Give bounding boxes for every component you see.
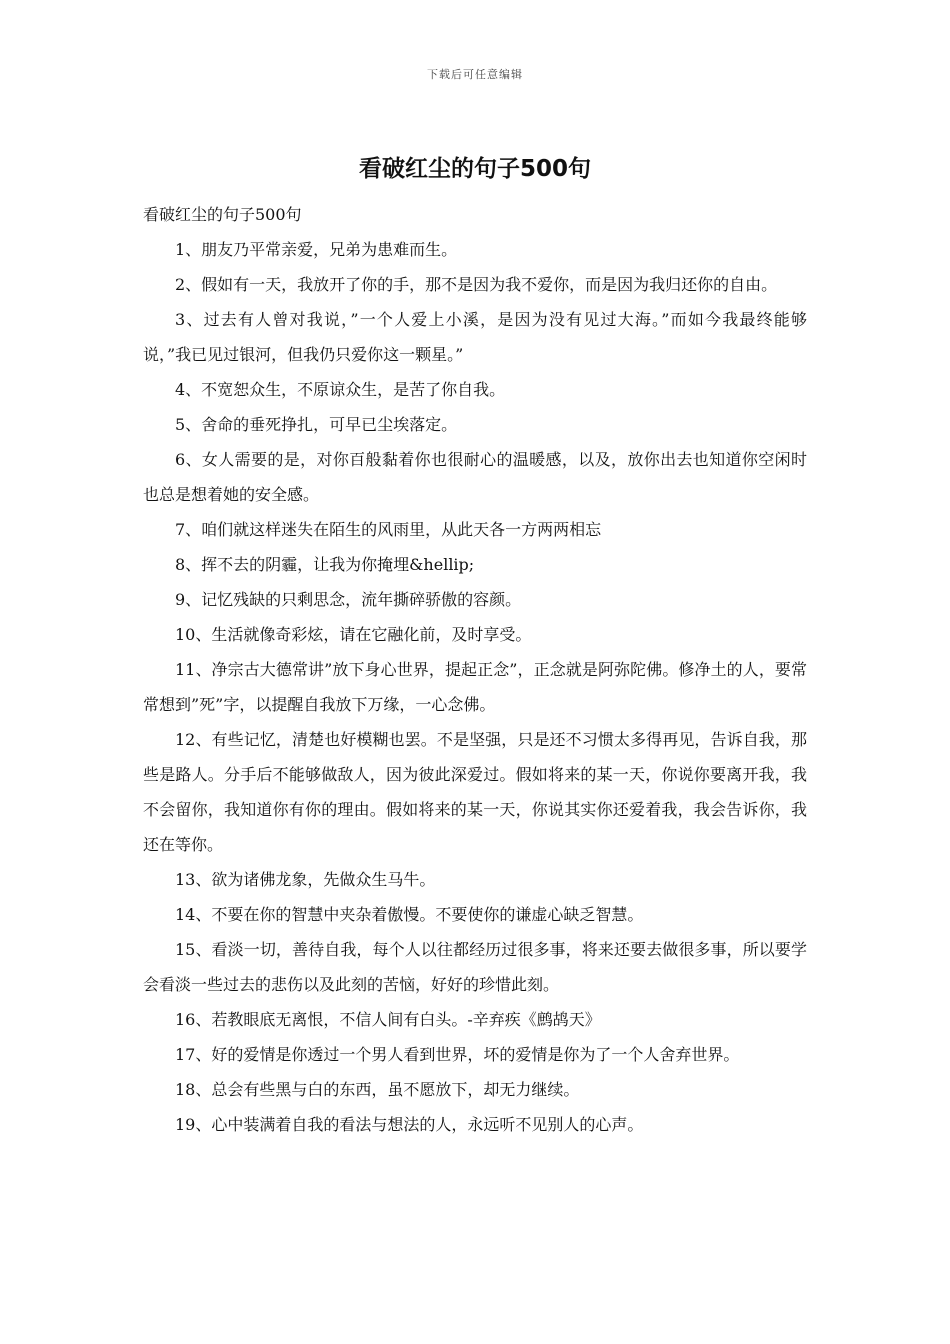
quote-entry: 7、咱们就这样迷失在陌生的风雨里，从此天各一方两两相忘 [175, 520, 602, 539]
quote-entry: 16、若教眼底无离恨，不信人间有白头。-辛弃疾《鹧鸪天》 [175, 1010, 601, 1029]
document-subtitle: 看破红尘的句子500句 [143, 205, 302, 224]
quote-entry: 6、女人需要的是，对你百般黏着你也很耐心的温暖感，以及，放你出去也知道你空闲时也总是想着她的安全感。 [143, 450, 807, 504]
page-header-note: 下载后可任意编辑 [427, 68, 523, 81]
quote-entry: 14、不要在你的智慧中夹杂着傲慢。不要使你的谦虚心缺乏智慧。 [175, 905, 644, 924]
quote-entry: 8、挥不去的阴霾，让我为你掩埋&hellip; [175, 555, 475, 574]
quote-entry: 1、朋友乃平常亲爱，兄弟为患难而生。 [175, 240, 458, 259]
quote-entry: 15、看淡一切，善待自我，每个人以往都经历过很多事，将来还要去做很多事，所以要学会看淡一些过去的悲伤以及此刻的苦恼，好好的珍惜此刻。 [143, 940, 807, 994]
quote-entry: 12、有些记忆，清楚也好模糊也罢。不是坚强，只是还不习惯太多得再见，告诉自我，那些是路人。分手后不能够做敌人，因为彼此深爱过。假如将来的某一天，你说你要离开我，我不会留你，我知道你有你的理由。假如将来的某一天，你说其实你还爱着我，我会告诉你，我还在等你。 [143, 730, 807, 854]
quote-entry: 9、记忆残缺的只剩思念，流年撕碎骄傲的容颜。 [175, 590, 522, 609]
document-title: 看破红尘的句子500句 [358, 156, 591, 182]
quote-entry: 3、过去有人曾对我说，”一个人爱上小溪，是因为没有见过大海。”而如今我最终能够说，”我已见过银河，但我仍只爱你这一颗星。” [143, 310, 807, 364]
quote-entry: 10、生活就像奇彩炫，请在它融化前，及时享受。 [175, 625, 532, 644]
document-body [143, 197, 807, 1142]
quote-entry: 5、舍命的垂死挣扎，可早已尘埃落定。 [175, 415, 458, 434]
quote-entry: 13、欲为诸佛龙象，先做众生马牛。 [175, 870, 436, 889]
quote-entry: 17、好的爱情是你透过一个男人看到世界，坏的爱情是你为了一个人舍弃世界。 [175, 1045, 740, 1064]
quote-entry: 11、净宗古大德常讲”放下身心世界，提起正念”，正念就是阿弥陀佛。修净土的人，要常常想到”死”字，以提醒自我放下万缘，一心念佛。 [143, 660, 807, 714]
quote-entry: 18、总会有些黑与白的东西，虽不愿放下，却无力继续。 [175, 1080, 580, 1099]
quote-entry: 19、心中装满着自我的看法与想法的人，永远听不见别人的心声。 [175, 1115, 644, 1134]
quote-entry: 2、假如有一天，我放开了你的手，那不是因为我不爱你，而是因为我归还你的自由。 [175, 275, 778, 294]
quote-entry: 4、不宽恕众生，不原谅众生，是苦了你自我。 [175, 380, 506, 399]
